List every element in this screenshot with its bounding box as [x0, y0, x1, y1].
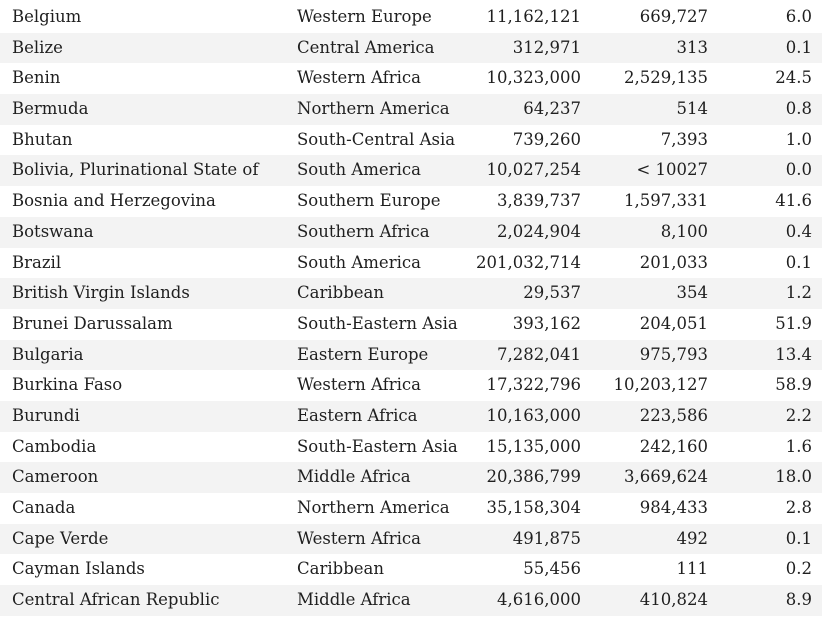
country-cell: Cayman Islands [12, 559, 145, 579]
percent-cell: 0.0 [785, 160, 812, 180]
table-row [0, 33, 822, 64]
percent-cell: 24.5 [775, 68, 812, 88]
country-cell: Botswana [12, 221, 94, 241]
table-row [0, 462, 822, 493]
percent-cell: 41.6 [775, 191, 812, 211]
region-cell: South-Central Asia [297, 129, 456, 149]
count-cell: 313 [676, 37, 708, 57]
region-cell: South-Eastern Asia [297, 436, 458, 456]
country-cell: Bhutan [12, 129, 73, 149]
population-cell: 10,163,000 [486, 405, 581, 425]
table-row [0, 309, 822, 340]
population-cell: 491,875 [512, 528, 581, 548]
population-cell: 15,135,000 [486, 436, 581, 456]
country-cell: Belize [12, 37, 63, 57]
population-cell: 739,260 [512, 129, 581, 149]
population-cell: 3,839,737 [497, 191, 581, 211]
table-row [0, 370, 822, 401]
population-cell: 20,386,799 [486, 467, 581, 487]
country-cell: Belgium [12, 7, 82, 26]
country-cell: Bermuda [12, 99, 89, 119]
population-cell: 55,456 [523, 559, 581, 579]
percent-cell: 18.0 [775, 467, 812, 487]
table-row [0, 493, 822, 524]
count-cell: 10,203,127 [613, 375, 708, 395]
percent-cell: 13.4 [775, 344, 812, 364]
count-cell: 354 [676, 283, 708, 303]
country-cell: Cape Verde [12, 528, 109, 548]
table-row [0, 585, 822, 616]
percent-cell: 1.6 [785, 436, 812, 456]
population-cell: 10,323,000 [486, 68, 581, 88]
population-cell: 4,616,000 [497, 590, 581, 610]
percent-cell: 1.0 [785, 129, 812, 149]
population-cell: 393,162 [512, 313, 581, 333]
count-cell: 1,597,331 [624, 191, 708, 211]
count-cell: 8,100 [660, 221, 708, 241]
population-cell: 11,162,121 [486, 7, 581, 26]
country-cell: Burundi [12, 405, 80, 425]
table-row [0, 155, 822, 186]
percent-cell: 0.4 [785, 221, 812, 241]
region-cell: Western Africa [297, 68, 421, 88]
table-row [0, 401, 822, 432]
table-row [0, 94, 822, 125]
percent-cell: 0.2 [785, 559, 812, 579]
country-cell: Bosnia and Herzegovina [12, 191, 216, 211]
population-cell: 312,971 [512, 37, 581, 57]
percent-cell: 2.2 [785, 405, 812, 425]
table-row [0, 63, 822, 94]
population-cell: 29,537 [523, 283, 581, 303]
country-cell: Cambodia [12, 436, 97, 456]
count-cell: 514 [676, 99, 708, 119]
population-cell: 7,282,041 [497, 344, 581, 364]
count-cell: 201,033 [639, 252, 708, 272]
region-cell: Northern America [297, 498, 450, 517]
region-cell: Eastern Europe [297, 344, 429, 364]
country-cell: Bulgaria [12, 344, 84, 364]
population-cell: 17,322,796 [486, 375, 581, 395]
region-cell: South-Eastern Asia [297, 313, 458, 333]
region-cell: Eastern Africa [297, 405, 418, 425]
table-row [0, 2, 822, 33]
table-row [0, 278, 822, 309]
region-cell: Northern America [297, 99, 450, 119]
percent-cell: 2.8 [785, 498, 812, 517]
population-cell: 2,024,904 [497, 221, 581, 241]
percent-cell: 0.1 [785, 252, 812, 272]
country-cell: Central African Republic [12, 590, 220, 610]
percent-cell: 0.1 [785, 37, 812, 57]
count-cell: < 10027 [636, 160, 708, 180]
count-cell: 111 [676, 559, 708, 579]
region-cell: Caribbean [297, 283, 384, 303]
region-cell: Caribbean [297, 559, 384, 579]
percent-cell: 6.0 [785, 7, 812, 26]
country-cell: Benin [12, 68, 61, 88]
count-cell: 3,669,624 [624, 467, 708, 487]
percent-cell: 0.1 [785, 528, 812, 548]
region-cell: Western Europe [297, 7, 432, 26]
table-row [0, 125, 822, 156]
region-cell: South America [297, 252, 421, 272]
country-cell: Bolivia, Plurinational State of [12, 160, 259, 180]
count-cell: 975,793 [639, 344, 708, 364]
percent-cell: 58.9 [775, 375, 812, 395]
country-cell: British Virgin Islands [12, 283, 190, 303]
count-cell: 7,393 [660, 129, 708, 149]
country-cell: Cameroon [12, 467, 99, 487]
percent-cell: 8.9 [785, 590, 812, 610]
percent-cell: 0.8 [785, 99, 812, 119]
count-cell: 2,529,135 [624, 68, 708, 88]
count-cell: 242,160 [639, 436, 708, 456]
region-cell: Middle Africa [297, 467, 411, 487]
country-cell: Burkina Faso [12, 375, 123, 395]
count-cell: 204,051 [639, 313, 708, 333]
count-cell: 492 [676, 528, 708, 548]
table-row [0, 217, 822, 248]
table-row [0, 524, 822, 555]
population-cell: 10,027,254 [486, 160, 581, 180]
population-cell: 201,032,714 [476, 252, 581, 272]
table-row [0, 340, 822, 371]
region-cell: Southern Europe [297, 191, 441, 211]
population-cell: 35,158,304 [486, 498, 581, 517]
region-cell: Central America [297, 37, 435, 57]
count-cell: 223,586 [639, 405, 708, 425]
population-cell: 64,237 [523, 99, 581, 119]
country-cell: Brazil [12, 252, 62, 272]
count-cell: 410,824 [639, 590, 708, 610]
percent-cell: 1.2 [785, 283, 812, 303]
table-row [0, 554, 822, 585]
data-table [0, 2, 822, 616]
table-row [0, 248, 822, 279]
region-cell: South America [297, 160, 421, 180]
region-cell: Southern Africa [297, 221, 430, 241]
percent-cell: 51.9 [775, 313, 812, 333]
table-row [0, 186, 822, 217]
country-cell: Brunei Darussalam [12, 313, 173, 333]
country-cell: Canada [12, 498, 76, 517]
table-row [0, 432, 822, 463]
region-cell: Middle Africa [297, 590, 411, 610]
count-cell: 984,433 [639, 498, 708, 517]
count-cell: 669,727 [639, 7, 708, 26]
region-cell: Western Africa [297, 528, 421, 548]
region-cell: Western Africa [297, 375, 421, 395]
